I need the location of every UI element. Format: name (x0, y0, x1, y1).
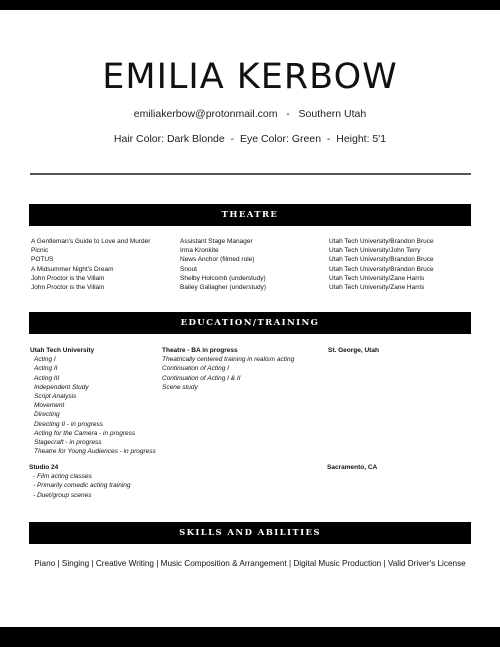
course: Acting I (34, 356, 56, 364)
theatre-venue: Utah Tech University/Brandon Bruce (329, 256, 434, 264)
theatre-show: John Proctor is the Villain (31, 284, 105, 292)
training-item: - Duet/group scenes (33, 491, 92, 499)
school1-location: St. George, Utah (328, 347, 379, 354)
skills-list: Piano | Singing | Creative Writing | Music Composition & Arrangement | Digital Music Production | Valid Driver's License (34, 559, 466, 568)
course-note: Continuation of Acting I (162, 365, 229, 373)
theatre-role: Assistant Stage Manager (180, 238, 253, 245)
theatre-shows-column (31, 237, 150, 292)
course-note: Continuation of Acting I & II (162, 374, 241, 382)
course: Script Analysis (34, 393, 77, 401)
theatre-venue: Utah Tech University/Brandon Bruce (329, 238, 434, 245)
theatre-show: Picnic (31, 247, 49, 255)
separator: - (286, 108, 290, 120)
height: Height: 5'1 (336, 133, 387, 145)
theatre-show: A Gentleman's Guide to Love and Murder (31, 238, 151, 245)
course: Independent Study (34, 383, 89, 391)
theatre-show: A Midsummer Night's Dream (31, 265, 114, 273)
education-heading: EDUCATION/TRAINING (29, 312, 471, 334)
school2-column (29, 463, 131, 500)
theatre-show: John Proctor is the Villain (31, 274, 105, 282)
degree: Theatre - BA in progress (162, 347, 238, 354)
course: Stagecraft - in progress (34, 439, 102, 447)
school-name: Utah Tech University (30, 347, 95, 354)
eye-color: Eye Color: Green (239, 133, 322, 145)
location: Southern Utah (298, 108, 367, 120)
training-item: - Primarily comedic acting training (33, 482, 131, 490)
theatre-venue: Utah Tech University/John Terry (329, 247, 421, 255)
resume-name: EMILIA KERBOW (102, 57, 398, 97)
course: Directing (34, 411, 60, 419)
theatre-role: Bailey Gallagher (understudy) (180, 284, 266, 292)
theatre-heading: THEATRE (29, 204, 471, 226)
course: Acting III (34, 374, 60, 382)
email: emiliakerbow@protonmail.com (133, 108, 278, 120)
theatre-role: Irma Kronkite (180, 247, 219, 255)
course-note: Theatrically centered training in realism acting (162, 356, 295, 364)
theatre-venue: Utah Tech University/Zane Harris (329, 284, 425, 292)
course: Acting for the Camera - in progress (34, 429, 136, 437)
skills-heading: SKILLS AND ABILITIES (29, 522, 471, 544)
theatre-role: Shelby Holcomb (understudy) (180, 274, 266, 282)
school2-location: Sacramento, CA (327, 464, 378, 471)
theatre-venues-column (329, 237, 434, 292)
attributes-line (0, 132, 500, 146)
theatre-role: Snout (180, 265, 197, 273)
theatre-venue: Utah Tech University/Brandon Bruce (329, 265, 434, 273)
course: Directing II - in progress (34, 420, 103, 428)
training-item: - Film acting classes (33, 473, 92, 481)
top-bar (0, 0, 500, 10)
separator: - (326, 133, 331, 145)
contact-line (0, 107, 500, 121)
course-note: Scene study (162, 383, 198, 391)
theatre-roles-column (180, 237, 266, 292)
school1-notes-column (162, 346, 294, 392)
course: Theatre for Young Audiences - in progress (34, 448, 156, 456)
theatre-show: POTUS (31, 256, 54, 264)
course: Movement (34, 402, 65, 410)
separator: - (230, 133, 235, 145)
school-name: Studio 24 (29, 464, 59, 471)
hair-color: Hair Color: Dark Blonde (113, 133, 225, 145)
header-divider (30, 173, 471, 175)
theatre-role: News Anchor (filmed role) (180, 256, 255, 264)
course: Acting II (34, 365, 58, 373)
theatre-venue: Utah Tech University/Zane Harris (329, 274, 425, 282)
school1-courses-column (30, 346, 156, 456)
bottom-bar (0, 627, 500, 647)
